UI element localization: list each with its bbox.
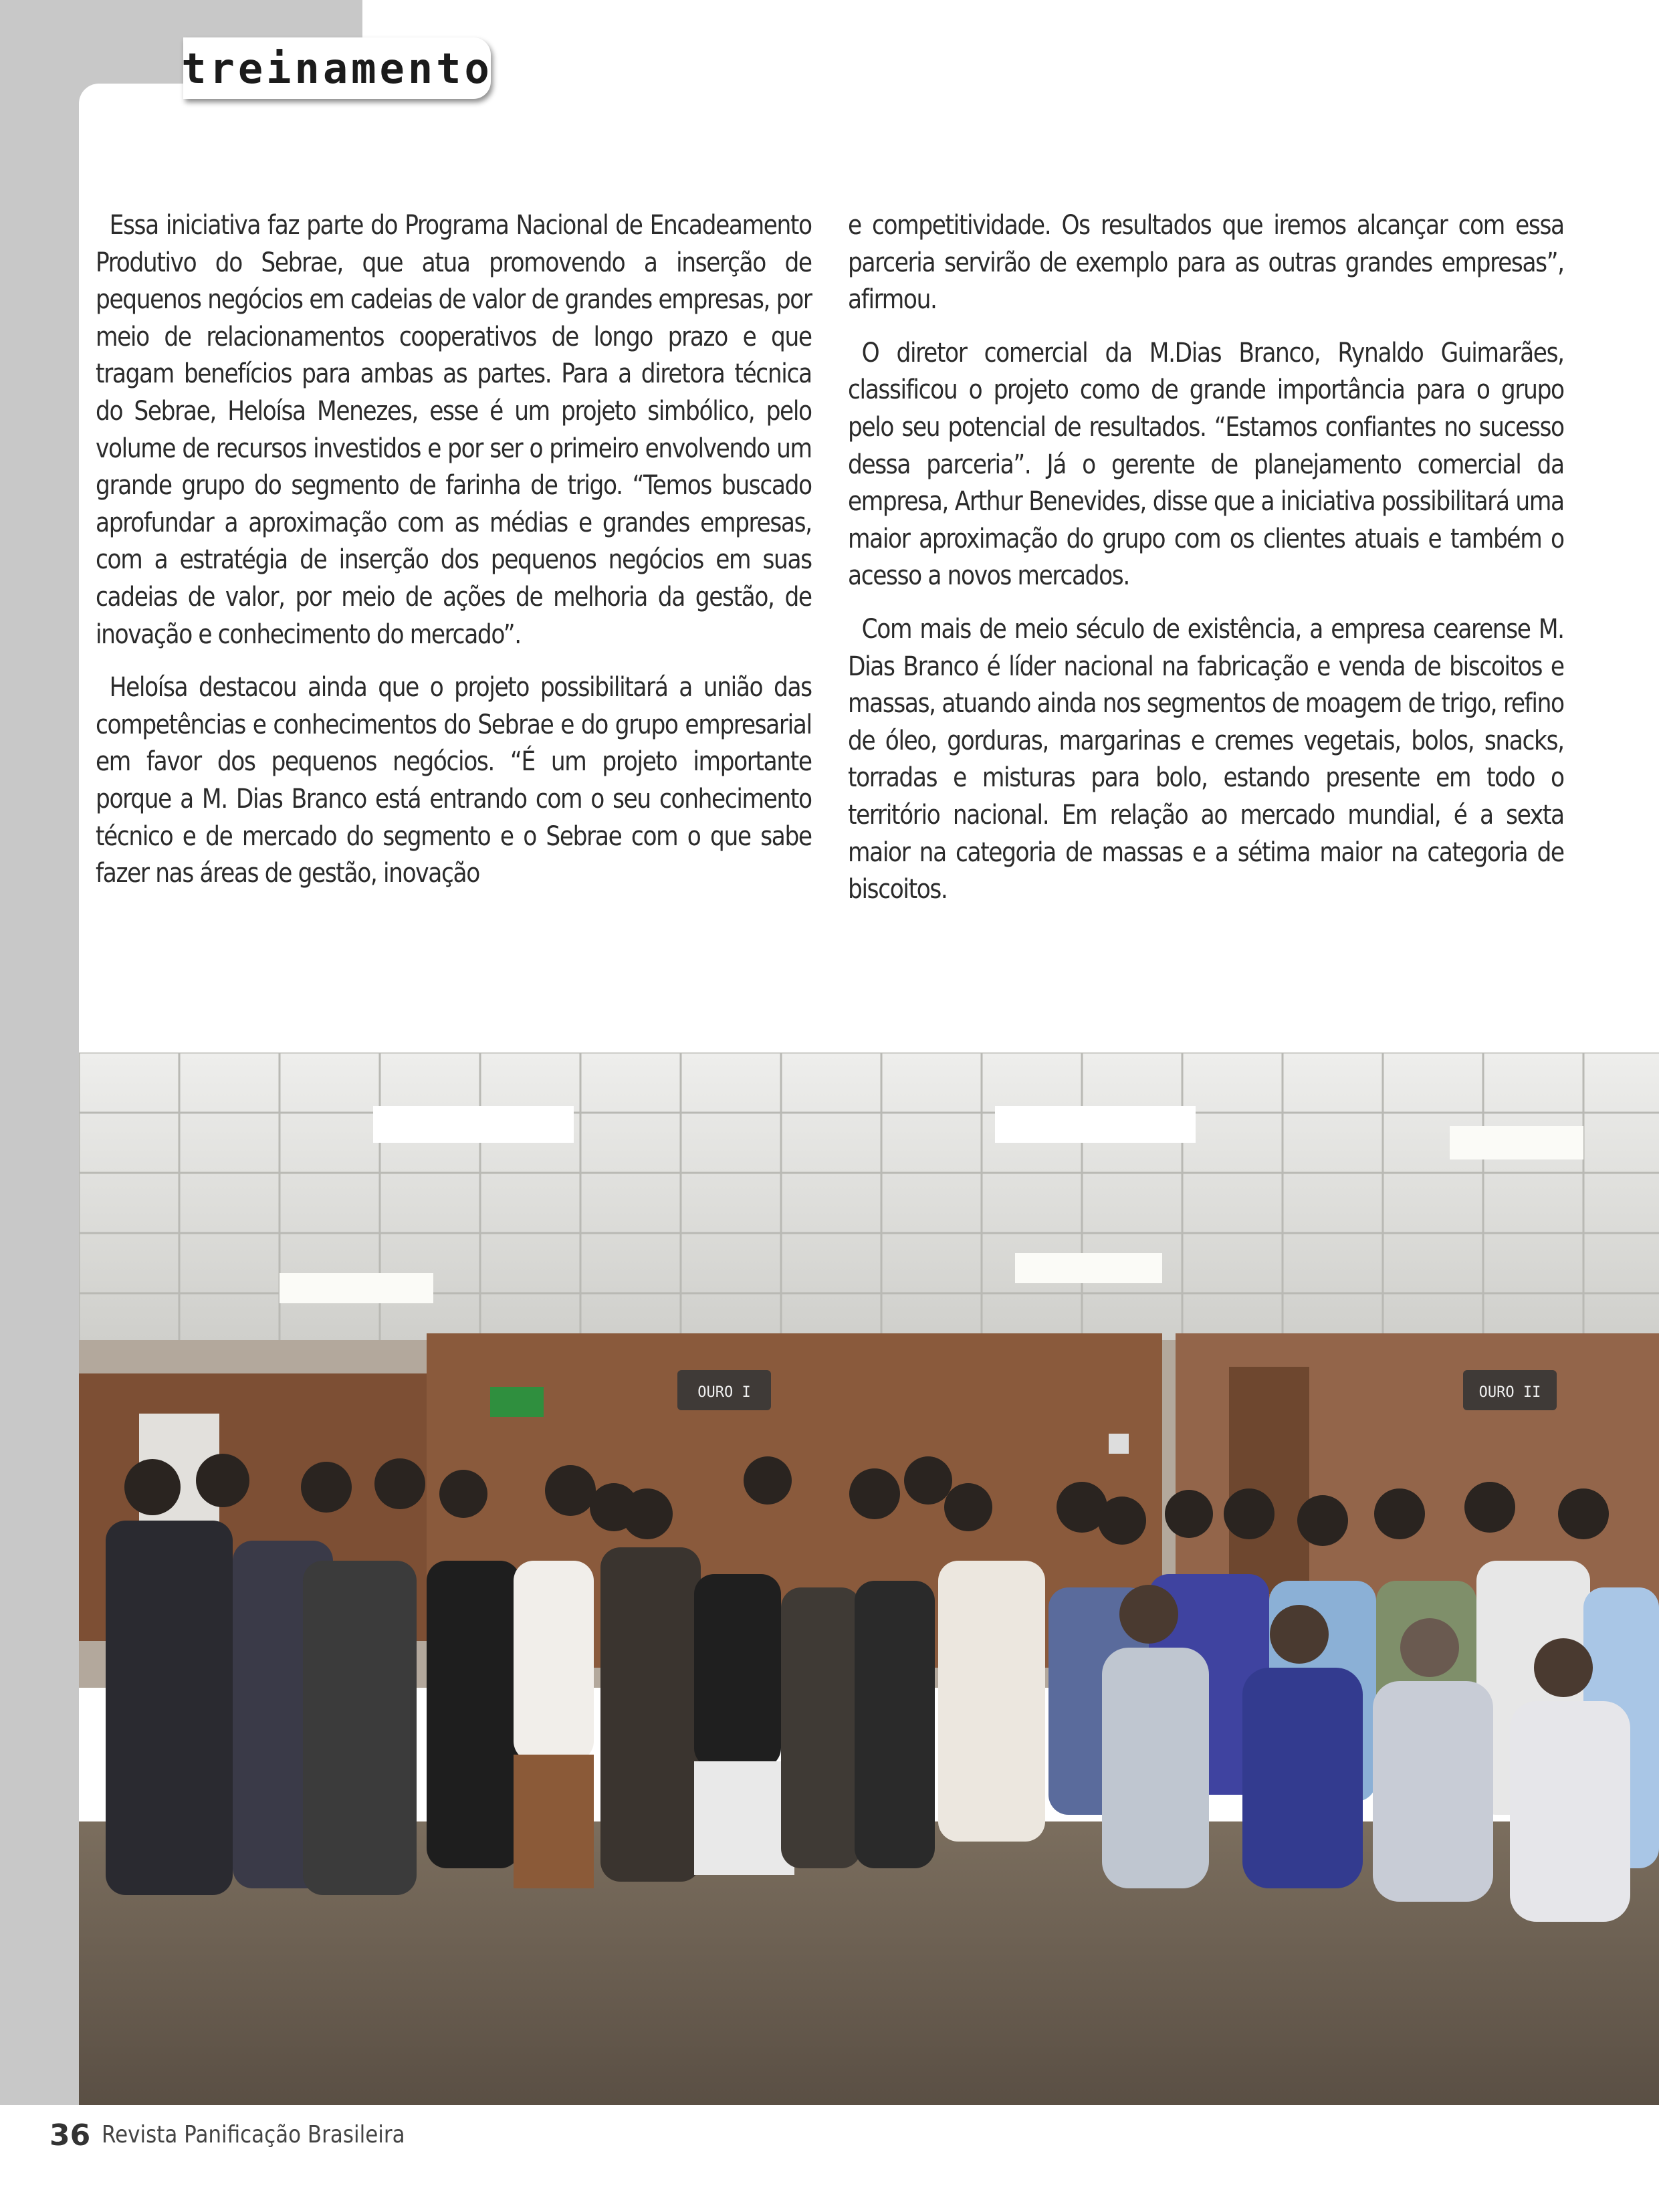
article-left-column (96, 207, 812, 909)
paragraph: Com mais de meio século de existência, a empresa cearense M. Dias Branco é líder nacional na fabricação e venda de biscoitos e massas, atuando ainda nos segmentos de moagem de trigo, refino de óleo, gorduras, margarinas e cremes vegetais, bolos, snacks, torradas e misturas para bolo, estando presente em todo o território nacional. Em relação ao mercado mundial, é a sexta maior na categoria de massas e a sétima maior na categoria de biscoitos. (848, 613, 1564, 905)
room-sign-right: OURO II (1478, 1384, 1541, 1401)
paragraph: e competitividade. Os resultados que iremos alcançar com essa parceria servirão de exemplo para as outras grandes empresas”, afirmou. (848, 210, 1564, 316)
page-footer (49, 2105, 1587, 2212)
section-title: treinamento (181, 43, 493, 93)
room-sign-left: OURO I (697, 1384, 751, 1401)
section-tab (183, 37, 491, 99)
paragraph: O diretor comercial da M.Dias Branco, Rynaldo Guimarães, classificou o projeto como de grande importância para o grupo pelo seu potencial de resultados. “Estamos confiantes no sucesso dessa parceria”. Já o gerente de planejamento comercial da empresa, Arthur Benevides, disse que a iniciativa possibilitará uma maior aproximação do grupo com os clientes atuais e também o acesso a novos mercados. (848, 337, 1564, 592)
group-photo (79, 1053, 1659, 2105)
page-number: 36 (49, 2118, 91, 2152)
exit-sign-icon (490, 1387, 544, 1417)
magazine-name: Revista Panificação Brasileira (102, 2121, 405, 2148)
paragraph: Essa iniciativa faz parte do Programa Nacional de Encadeamento Produtivo do Sebrae, que atua promovendo a inserção de pequenos negócios em cadeias de valor de grandes empresas, por meio de relacionamentos cooperativos de longo prazo e que tragam benefícios para ambas as partes. Para a diretora técnica do Sebrae, Heloísa Menezes, esse é um projeto simbólico, pelo volume de recursos investidos e por ser o primeiro envolvendo um grande grupo do segmento de farinha de trigo. “Temos buscado aprofundar a aproximação com as médias e grandes empresas, com a estratégia de inserção dos pequenos negócios em suas cadeias de valor, por meio de ações de melhoria da gestão, de inovação e conhecimento do mercado”. (96, 210, 812, 650)
article-right-column (848, 207, 1564, 925)
paragraph: Heloísa destacou ainda que o projeto possibilitará a união das competências e conhecimentos do Sebrae e do grupo empresarial em favor dos pequenos negócios. “É um projeto importante porque a M. Dias Branco está entrando com o seu conhecimento técnico e de mercado do segmento e o Sebrae com o que sabe fazer nas áreas de gestão, inovação (96, 672, 812, 889)
